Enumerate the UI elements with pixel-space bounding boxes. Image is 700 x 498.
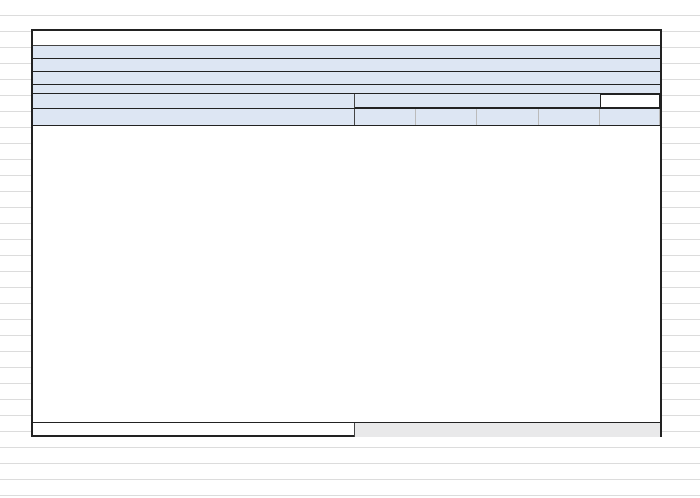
column-header-row [33,109,660,126]
period-row [33,72,660,85]
company-row [33,46,660,59]
cash-budget-sheet [31,29,662,437]
col-q2 [416,109,477,125]
col-q4 [539,109,600,125]
quarter-header-row [33,94,660,109]
quarter-label [355,94,600,108]
report-row [33,59,660,72]
col-q1 [355,109,416,125]
period-text [33,72,660,84]
blank-bottom-row [33,422,660,437]
report-name [33,59,660,71]
company-name [33,46,660,58]
banner-text [33,31,660,45]
banner-row [33,31,660,46]
col-q3 [477,109,539,125]
col-total [600,109,660,125]
spacer-row [33,85,660,94]
